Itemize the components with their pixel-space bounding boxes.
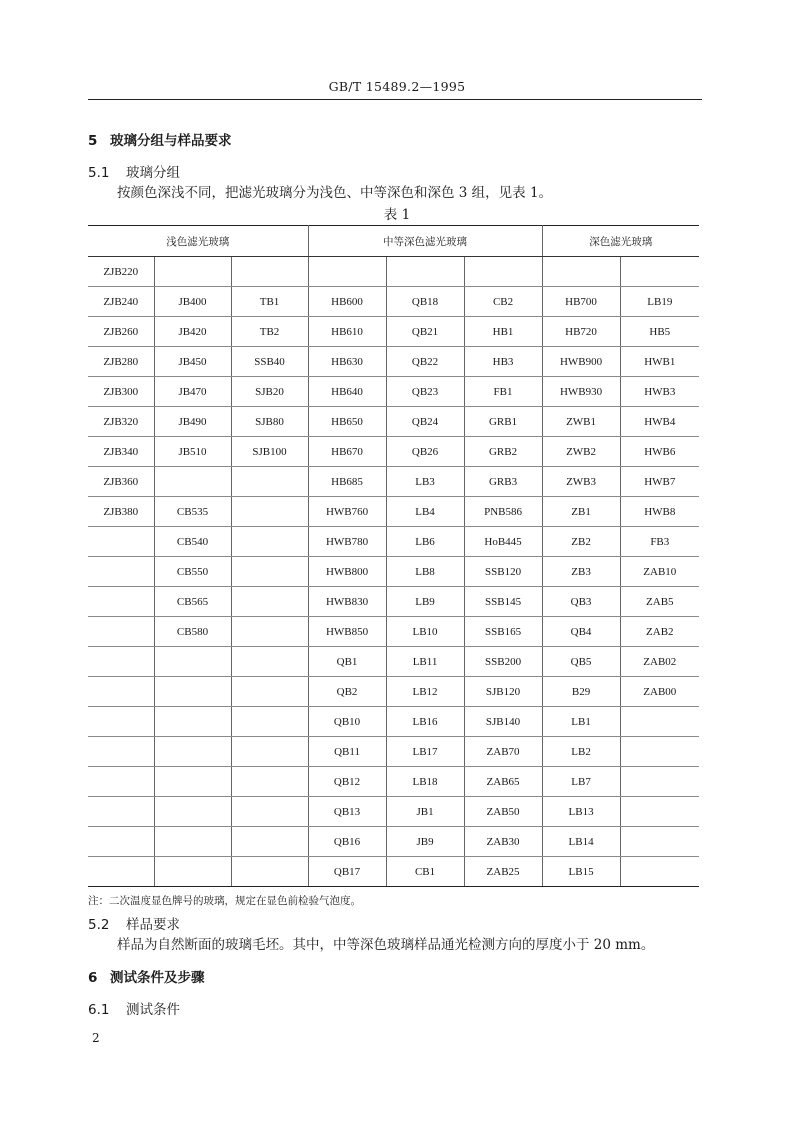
table-cell: ZAB5 xyxy=(620,587,699,617)
table-cell: TB1 xyxy=(231,287,308,317)
table-cell: ZAB30 xyxy=(464,827,542,857)
table-cell xyxy=(88,857,154,887)
table-cell: HB5 xyxy=(620,317,699,347)
section-title: 玻璃分组 xyxy=(126,165,180,181)
table-cell: JB1 xyxy=(386,797,464,827)
table-cell xyxy=(620,257,699,287)
document-header: GB/T 15489.2—1995 xyxy=(328,79,466,94)
table-cell: SSB200 xyxy=(464,647,542,677)
table-cell: HoB445 xyxy=(464,527,542,557)
grouping-paragraph: 按颜色深浅不同，把滤光玻璃分为浅色、中等深色和深色 3 组，见表 1。 xyxy=(117,185,553,201)
table-cell: GRB2 xyxy=(464,437,542,467)
table-cell: LB14 xyxy=(542,827,620,857)
table-cell: JB490 xyxy=(154,407,231,437)
section-number: 6 xyxy=(88,970,98,986)
table-cell: ZJB360 xyxy=(88,467,154,497)
section-5-2-heading xyxy=(88,913,180,933)
table-cell: LB12 xyxy=(386,677,464,707)
table-cell xyxy=(231,647,308,677)
table-row xyxy=(88,317,699,347)
section-number: 5.2 xyxy=(88,917,110,933)
table-cell xyxy=(88,647,154,677)
table-cell: ZAB25 xyxy=(464,857,542,887)
table-cell xyxy=(231,827,308,857)
table-cell: HWB7 xyxy=(620,467,699,497)
table-cell xyxy=(620,827,699,857)
table-cell: LB15 xyxy=(542,857,620,887)
table-cell: HWB780 xyxy=(308,527,386,557)
table-cell: ZWB2 xyxy=(542,437,620,467)
table-cell xyxy=(88,677,154,707)
table-cell: LB4 xyxy=(386,497,464,527)
section-6-heading xyxy=(88,966,205,986)
table-cell: QB26 xyxy=(386,437,464,467)
table-cell xyxy=(542,257,620,287)
table-cell: SJB20 xyxy=(231,377,308,407)
table-cell: ZB3 xyxy=(542,557,620,587)
table-cell: HWB8 xyxy=(620,497,699,527)
table-cell xyxy=(154,257,231,287)
table-cell: LB2 xyxy=(542,737,620,767)
table-cell xyxy=(231,797,308,827)
page-number: 2 xyxy=(92,1031,100,1045)
table-row xyxy=(88,737,699,767)
table-cell xyxy=(154,647,231,677)
table-cell xyxy=(386,257,464,287)
table-row xyxy=(88,767,699,797)
table-cell xyxy=(620,767,699,797)
table-cell: TB2 xyxy=(231,317,308,347)
table-cell: JB470 xyxy=(154,377,231,407)
table-cell: QB12 xyxy=(308,767,386,797)
table-cell: HB670 xyxy=(308,437,386,467)
header-dark-glass: 深色滤光玻璃 xyxy=(542,226,699,257)
section-number: 6.1 xyxy=(88,1002,110,1018)
table-cell: LB17 xyxy=(386,737,464,767)
table-cell: HB600 xyxy=(308,287,386,317)
table-row xyxy=(88,617,699,647)
table-note: 注：二次温度显色牌号的玻璃，规定在显色前检验气泡度。 xyxy=(88,895,361,907)
table-cell xyxy=(88,707,154,737)
table-cell: QB5 xyxy=(542,647,620,677)
table-row xyxy=(88,827,699,857)
table-cell: FB1 xyxy=(464,377,542,407)
table-cell: QB22 xyxy=(386,347,464,377)
table-row xyxy=(88,647,699,677)
table-row xyxy=(88,587,699,617)
table-row xyxy=(88,347,699,377)
table-cell: ZWB3 xyxy=(542,467,620,497)
table-cell: LB7 xyxy=(542,767,620,797)
table-cell: QB13 xyxy=(308,797,386,827)
table-cell: QB3 xyxy=(542,587,620,617)
table-cell xyxy=(154,677,231,707)
table-cell: LB19 xyxy=(620,287,699,317)
table-cell: SJB140 xyxy=(464,707,542,737)
header-light-glass: 浅色滤光玻璃 xyxy=(88,226,308,257)
section-number: 5.1 xyxy=(88,165,110,181)
header-rule xyxy=(88,99,702,100)
table-cell: B29 xyxy=(542,677,620,707)
table-cell: HB700 xyxy=(542,287,620,317)
table-cell xyxy=(154,707,231,737)
table-cell: HWB6 xyxy=(620,437,699,467)
table-cell: LB10 xyxy=(386,617,464,647)
table-row xyxy=(88,407,699,437)
table-cell xyxy=(88,587,154,617)
section-title: 玻璃分组与样品要求 xyxy=(110,133,232,149)
table-cell: HWB900 xyxy=(542,347,620,377)
table-cell xyxy=(231,497,308,527)
section-title: 样品要求 xyxy=(126,917,180,933)
table-cell xyxy=(231,617,308,647)
table-cell: SSB165 xyxy=(464,617,542,647)
table-cell: CB2 xyxy=(464,287,542,317)
table-header-row xyxy=(88,226,699,257)
table-cell: SJB80 xyxy=(231,407,308,437)
table-cell xyxy=(88,557,154,587)
table-cell xyxy=(620,707,699,737)
table-cell xyxy=(231,857,308,887)
table-cell: ZAB2 xyxy=(620,617,699,647)
table-cell xyxy=(154,827,231,857)
table-cell xyxy=(464,257,542,287)
table-cell: ZB2 xyxy=(542,527,620,557)
table-cell: JB9 xyxy=(386,827,464,857)
table-cell xyxy=(231,527,308,557)
table-cell xyxy=(88,767,154,797)
table-cell: HWB850 xyxy=(308,617,386,647)
table-cell: JB510 xyxy=(154,437,231,467)
table-cell: QB18 xyxy=(386,287,464,317)
table-cell: CB550 xyxy=(154,557,231,587)
table-cell xyxy=(231,677,308,707)
table-cell: QB21 xyxy=(386,317,464,347)
table-cell: LB1 xyxy=(542,707,620,737)
table-cell xyxy=(88,527,154,557)
section-title: 测试条件 xyxy=(126,1002,180,1018)
table-cell: ZJB340 xyxy=(88,437,154,467)
table-cell: SSB145 xyxy=(464,587,542,617)
table-cell: CB580 xyxy=(154,617,231,647)
table-cell: LB9 xyxy=(386,587,464,617)
section-6-1-heading xyxy=(88,998,180,1018)
table-cell: ZB1 xyxy=(542,497,620,527)
glass-group-table xyxy=(88,225,699,887)
table-row xyxy=(88,257,699,287)
table-cell: QB1 xyxy=(308,647,386,677)
table-cell: HB720 xyxy=(542,317,620,347)
table-cell: HB1 xyxy=(464,317,542,347)
table-cell: HWB800 xyxy=(308,557,386,587)
table-row xyxy=(88,857,699,887)
table-cell xyxy=(231,707,308,737)
table-row xyxy=(88,467,699,497)
table-cell: CB535 xyxy=(154,497,231,527)
table-cell xyxy=(308,257,386,287)
table-cell: ZAB65 xyxy=(464,767,542,797)
table-cell: QB17 xyxy=(308,857,386,887)
table-row xyxy=(88,707,699,737)
table-cell: QB2 xyxy=(308,677,386,707)
table-cell: HB630 xyxy=(308,347,386,377)
table-cell: ZAB02 xyxy=(620,647,699,677)
table-row xyxy=(88,437,699,467)
table-cell xyxy=(88,797,154,827)
table-cell: HB650 xyxy=(308,407,386,437)
table-cell: HWB1 xyxy=(620,347,699,377)
table-cell: ZAB70 xyxy=(464,737,542,767)
table-cell: ZJB220 xyxy=(88,257,154,287)
table-cell: LB8 xyxy=(386,557,464,587)
table-row xyxy=(88,527,699,557)
table-cell: GRB3 xyxy=(464,467,542,497)
table-cell: HB640 xyxy=(308,377,386,407)
table-row xyxy=(88,287,699,317)
table-cell: SJB120 xyxy=(464,677,542,707)
table-row xyxy=(88,677,699,707)
table-cell: JB400 xyxy=(154,287,231,317)
table-cell: QB23 xyxy=(386,377,464,407)
table-cell: HB3 xyxy=(464,347,542,377)
table-cell xyxy=(88,827,154,857)
table-cell xyxy=(88,737,154,767)
table-cell: ZJB260 xyxy=(88,317,154,347)
table-cell: SSB120 xyxy=(464,557,542,587)
table-cell: QB4 xyxy=(542,617,620,647)
table-cell: LB13 xyxy=(542,797,620,827)
table-cell: ZJB380 xyxy=(88,497,154,527)
table-cell: ZWB1 xyxy=(542,407,620,437)
table-cell: ZJB320 xyxy=(88,407,154,437)
table-cell: LB18 xyxy=(386,767,464,797)
table-cell: GRB1 xyxy=(464,407,542,437)
table-cell xyxy=(154,767,231,797)
table-row xyxy=(88,557,699,587)
table-cell xyxy=(231,767,308,797)
section-5-1-heading xyxy=(88,161,180,181)
table-cell: CB540 xyxy=(154,527,231,557)
table-cell xyxy=(620,857,699,887)
table-cell xyxy=(154,857,231,887)
table-row xyxy=(88,377,699,407)
table-cell: PNB586 xyxy=(464,497,542,527)
table-cell: LB11 xyxy=(386,647,464,677)
table-cell: HB610 xyxy=(308,317,386,347)
table-row xyxy=(88,797,699,827)
section-5-heading xyxy=(88,129,232,149)
table-cell: ZAB10 xyxy=(620,557,699,587)
table-cell: QB16 xyxy=(308,827,386,857)
table-cell xyxy=(154,467,231,497)
table-caption: 表 1 xyxy=(383,207,411,223)
table-cell: HB685 xyxy=(308,467,386,497)
table-cell: HWB830 xyxy=(308,587,386,617)
table-cell: SSB40 xyxy=(231,347,308,377)
table-cell xyxy=(154,737,231,767)
section-title: 测试条件及步骤 xyxy=(110,970,205,986)
table-cell: JB420 xyxy=(154,317,231,347)
table-cell: ZJB240 xyxy=(88,287,154,317)
table-cell: FB3 xyxy=(620,527,699,557)
table-cell: HWB4 xyxy=(620,407,699,437)
table-cell xyxy=(231,737,308,767)
table-cell: QB10 xyxy=(308,707,386,737)
table-cell xyxy=(88,617,154,647)
table-cell xyxy=(620,737,699,767)
table-cell: HWB760 xyxy=(308,497,386,527)
table-cell: HWB930 xyxy=(542,377,620,407)
sample-paragraph: 样品为自然断面的玻璃毛坯。其中，中等深色玻璃样品通光检测方向的厚度小于 20 mm。 xyxy=(117,937,655,953)
table-cell: QB24 xyxy=(386,407,464,437)
table-cell xyxy=(231,467,308,497)
table-cell: JB450 xyxy=(154,347,231,377)
table-cell: CB565 xyxy=(154,587,231,617)
table-cell xyxy=(620,797,699,827)
table-cell: ZAB00 xyxy=(620,677,699,707)
table-cell: SJB100 xyxy=(231,437,308,467)
table-cell: LB3 xyxy=(386,467,464,497)
table-row xyxy=(88,497,699,527)
table-cell: LB6 xyxy=(386,527,464,557)
table-cell xyxy=(231,257,308,287)
table-cell: LB16 xyxy=(386,707,464,737)
table-cell: ZJB280 xyxy=(88,347,154,377)
section-number: 5 xyxy=(88,133,98,149)
table-cell: ZAB50 xyxy=(464,797,542,827)
table-cell xyxy=(231,557,308,587)
table-cell: HWB3 xyxy=(620,377,699,407)
table-cell xyxy=(154,797,231,827)
table-cell xyxy=(231,587,308,617)
table-cell: QB11 xyxy=(308,737,386,767)
header-medium-glass: 中等深色滤光玻璃 xyxy=(308,226,542,257)
table-cell: ZJB300 xyxy=(88,377,154,407)
table-cell: CB1 xyxy=(386,857,464,887)
